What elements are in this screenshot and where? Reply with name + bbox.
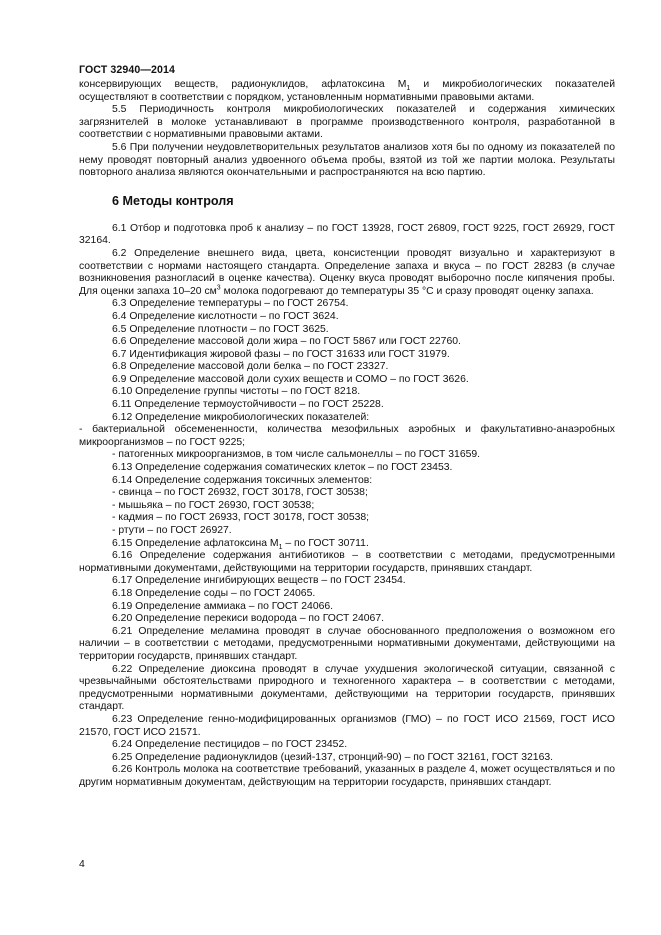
paragraph-5-6: 5.6 При получении неудовлетворительных результатов анализов хотя бы по одному из показателей по нему проводят повторный анализ удвоенного объема пробы, взятой из той же партии молока. Результаты повторного анализа являются окончательными и распространяются на всю партию. xyxy=(79,141,615,179)
paragraph-6-18: 6.18 Определение соды – по ГОСТ 24065. xyxy=(112,587,316,599)
page-number: 4 xyxy=(79,859,85,870)
paragraph-6-2: 6.2 Определение внешнего вида, цвета, консистенции проводят визуально и характеризуют в соответствии с нормами настоящего стандарта. Определение запаха и вкуса – по ГОСТ 28283 (в случае возникновения разногласий в оценке качества). Оценку вкуса проводят выборочно после кипячения пробы. Для оценки запаха 10–20 $см^3$ молока подогревают до температуры 35 °С и сразу проводят оценку запаха. xyxy=(79,247,615,297)
list-item-6-12-a: - бактериальной обсемененности, количества мезофильных аэробных и факультативно-анаэробных микроорганизмов – по ГОСТ 9225; xyxy=(79,424,615,448)
paragraph-6-25: 6.25 Определение радионуклидов (цезий-137, стронций-90) – по ГОСТ 32161, ГОСТ 32163. xyxy=(112,751,554,763)
list-item-6-14-b: - мышьяка – по ГОСТ 26930, ГОСТ 30538; xyxy=(112,499,315,511)
paragraph-6-13: 6.13 Определение содержания соматических клеток – по ГОСТ 23453. xyxy=(112,462,453,474)
paragraph-6-26: 6.26 Контроль молока на соответствие требований, указанных в разделе 4, может осуществляться и по другим нормативным документам, действующим на территории государств, принявших стандарт. xyxy=(79,764,615,788)
paragraph-6-14: 6.14 Определение содержания токсичных элементов: xyxy=(112,474,373,486)
paragraph-6-5: 6.5 Определение плотности – по ГОСТ 3625. xyxy=(112,323,329,335)
paragraph-6-3: 6.3 Определение температуры – по ГОСТ 26754. xyxy=(112,298,349,310)
paragraph-6-15: 6.15 Определение афлатоксина $M_1$ – по ГОСТ 30711. xyxy=(112,537,369,551)
paragraph-6-19: 6.19 Определение аммиака – по ГОСТ 24066. xyxy=(112,600,334,612)
list-item-6-12-b: - патогенных микроорганизмов, в том числе сальмонеллы – по ГОСТ 31659. xyxy=(112,449,481,461)
paragraph-6-22: 6.22 Определение диоксина проводят в случае ухудшения экологической ситуации, связанной с чрезвычайными обстоятельствами природного и техногенного характера – в соответствии с методами, предусмотренными нормативными документами, действующими на территории государств, принявших стандарт. xyxy=(79,663,615,713)
paragraph-6-7: 6.7 Идентификация жировой фазы – по ГОСТ 31633 или ГОСТ 31979. xyxy=(112,348,450,360)
paragraph-6-9: 6.9 Определение массовой доли сухих веществ и СОМО – по ГОСТ 3626. xyxy=(112,373,469,385)
paragraph-6-17: 6.17 Определение ингибирующих веществ – по ГОСТ 23454. xyxy=(112,575,406,587)
paragraph-6-16: 6.16 Определение содержания антибиотиков – в соответствии с методами, предусмотренными нормативными документами, действующими на территории государств, принявших стандарт. xyxy=(79,550,615,574)
document-header: ГОСТ 32940—2014 xyxy=(79,64,176,76)
paragraph-6-1: 6.1 Отбор и подготовка проб к анализу – по ГОСТ 13928, ГОСТ 26809, ГОСТ 9225, ГОСТ 26929, ГОСТ 32164. xyxy=(79,222,615,247)
document-body xyxy=(79,79,615,789)
paragraph-continuation: консервирующих веществ, радионуклидов, афлатоксина $M_1$ и микробиологических показателей осуществляют в соответствии с порядком, установленным нормативными правовыми актами. xyxy=(79,79,616,103)
paragraph-6-10: 6.10 Определение группы чистоты – по ГОСТ 8218. xyxy=(112,386,361,398)
paragraph-6-20: 6.20 Определение перекиси водорода – по ГОСТ 24067. xyxy=(112,613,385,625)
paragraph-6-23: 6.23 Определение генно-модифицированных организмов (ГМО) – по ГОСТ ИСО 21569, ГОСТ ИСО 21570, ГОСТ ИСО 21571. xyxy=(79,713,615,738)
paragraph-6-24: 6.24 Определение пестицидов – по ГОСТ 23452. xyxy=(112,739,348,751)
list-item-6-14-c: - кадмия – по ГОСТ 26933, ГОСТ 30178, ГОСТ 30538; xyxy=(112,512,370,524)
paragraph-6-8: 6.8 Определение массовой доли белка – по ГОСТ 23327. xyxy=(112,361,389,373)
paragraph-6-4: 6.4 Определение кислотности – по ГОСТ 3624. xyxy=(112,310,339,322)
list-item-6-14-d: - ртути – по ГОСТ 26927. xyxy=(112,525,232,536)
paragraph-6-12: 6.12 Определение микробиологических показателей: xyxy=(112,411,370,423)
paragraph-5-5: 5.5 Периодичность контроля микробиологических показателей и содержания химических загрязнителей в молоке устанавливают в программе производственного контроля, разработанной в соответствии с нормативными правовыми актами. xyxy=(79,104,615,141)
paragraph-6-11: 6.11 Определение термоустойчивости – по ГОСТ 25228. xyxy=(112,399,384,411)
list-item-6-14-a: - свинца – по ГОСТ 26932, ГОСТ 30178, ГОСТ 30538; xyxy=(112,487,368,499)
section-title: 6 Методы контроля xyxy=(112,193,234,208)
paragraph-6-21: 6.21 Определение меламина проводят в случае обоснованного предположения о возможном его наличии – в соответствии с методами, предусмотренными нормативными документами, действующими на территории государств, принявших стандарт. xyxy=(79,625,615,662)
paragraph-6-6: 6.6 Определение массовой доли жира – по ГОСТ 5867 или ГОСТ 22760. xyxy=(112,336,461,348)
